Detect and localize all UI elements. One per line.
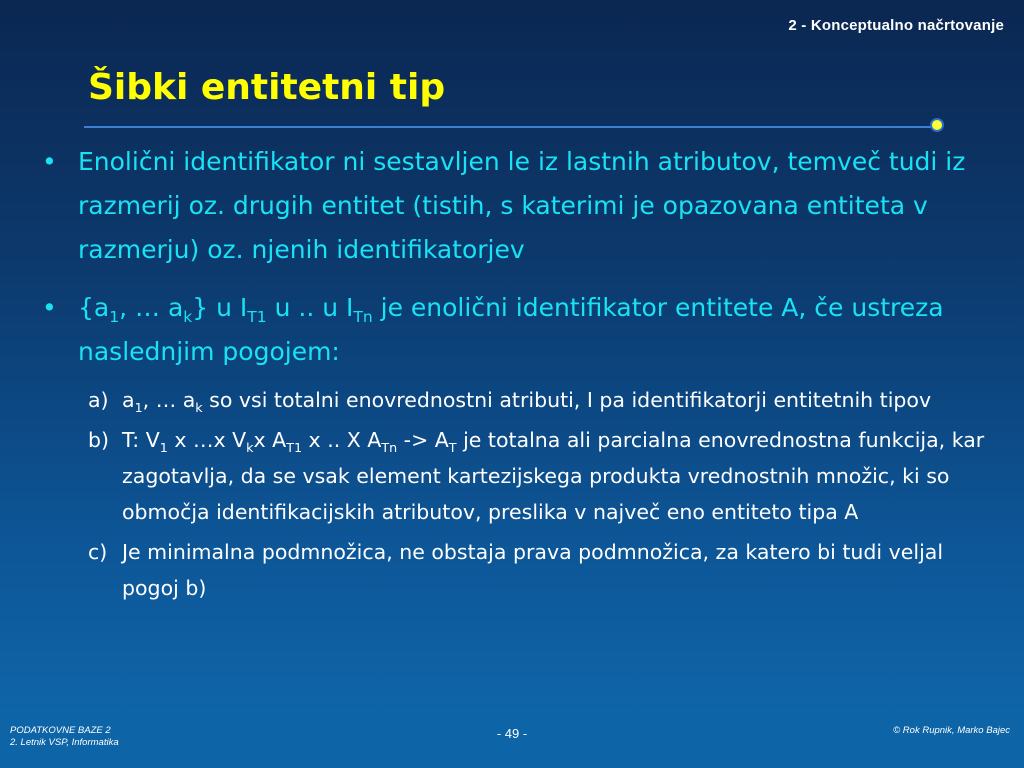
title-rule [84,126,940,128]
subscript: 1 [109,308,120,326]
bullet-item [42,286,1002,374]
condition-list [88,382,1002,606]
footer-course: PODATKOVNE BAZE 2 [10,725,111,736]
text-run: u .. u I [266,293,354,322]
condition-marker: b) [88,428,110,452]
subscript: k [183,308,193,326]
bullet-symbol: • [42,147,57,176]
subscript: k [195,400,203,416]
text-run: {a [78,293,110,322]
section-label: 2 - Konceptualno načrtovanje [788,17,1004,34]
text-run: x …x V [167,428,247,452]
bullet-item [42,140,1002,272]
bullet-text: Enolični identifikator ni sestavljen le iz lastnih atributov, temveč tudi iz razmerij oz. drugih entitet (tistih, s katerimi je opazovana entiteta v razmerju) oz. njenih identifikatorjev [78,147,966,264]
slide-title: Šibki entitetni tip [88,67,446,108]
text-run: a [122,388,135,412]
condition-marker: a) [88,388,109,412]
condition-text [122,382,1002,418]
subscript: T1 [247,308,267,326]
condition-item [88,422,1002,530]
bullet-symbol: • [42,293,57,322]
text-run: T: V [122,428,160,452]
slide-content [42,140,1002,610]
condition-item [88,382,1002,418]
text-run: je totalna ali parcialna enovrednostna funkcija, kar zagotavlja, da se vsak element kartezijskega produkta vrednostnih množic, ki so območja identifikacijskih atributov, preslika v največ eno entiteto tipa A [122,428,985,524]
text-run: , … a [119,293,184,322]
condition-text [122,422,1002,530]
condition-text: Je minimalna podmnožica, ne obstaja prava podmnožica, za katero bi tudi veljal pogoj b) [122,540,944,600]
condition-marker: c) [88,540,108,564]
subscript: Tn [381,440,398,456]
footer-authors: © Rok Rupnik, Marko Bajec [893,725,1010,736]
subscript: 1 [134,400,143,416]
slide-footer [0,712,1024,768]
text-run: } u I [192,293,248,322]
title-dot-ornament [930,118,944,132]
page-number: - 49 - [496,726,528,741]
footer-program: 2. Letnik VSP, Informatika [10,737,119,748]
subscript: Tn [353,308,373,326]
text-run: x .. X A [302,428,382,452]
subscript: T1 [286,440,303,456]
subscript: T [448,440,457,456]
subscript: 1 [159,440,168,456]
text-run: -> A [397,428,449,452]
text-run: so vsi totalni enovrednostni atributi, I pa identifikatorji entitetnih tipov [202,388,932,412]
text-run: , … a [142,388,196,412]
condition-item [88,534,1002,606]
bullet-text [78,286,1002,374]
text-run: x A [253,428,287,452]
text-run: je enolični identifikator entitete A, če ustreza naslednjim pogojem: [78,293,944,366]
subscript: k [246,440,254,456]
